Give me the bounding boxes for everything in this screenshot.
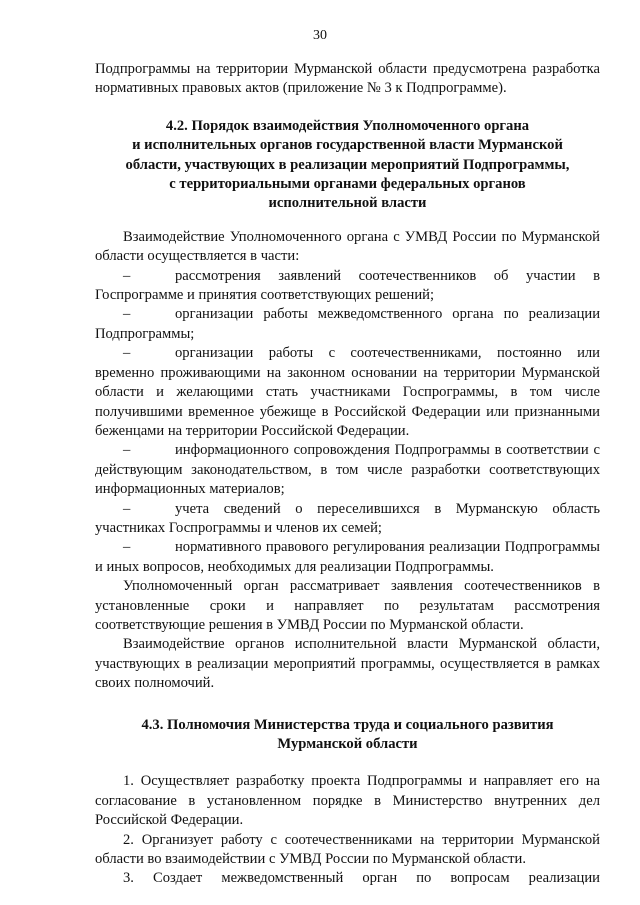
dash-marker: – — [123, 345, 131, 362]
heading-line: и исполнительных органов государственной власти Мурманской — [132, 137, 563, 154]
heading-line: с территориальными органами федеральных органов — [169, 176, 526, 193]
page-number: 30 — [313, 28, 327, 43]
dash-marker: – — [123, 442, 131, 459]
section-4-2-paragraph: Уполномоченный орган рассматривает заявления соотечественников в установленные сроки и направляет по результатам рассмотрения соответствующие решения в УМВД России по Мурманской области. — [95, 578, 600, 633]
list-item — [95, 344, 600, 441]
section-4-3-item: 3. Создает межведомственный орган по вопросам реализации — [123, 870, 600, 887]
section-4-3-heading — [95, 716, 600, 755]
list-item-text: учета сведений о переселившихся в Мурманскую область участниках Госпрограммы и членов их семей; — [95, 500, 600, 536]
heading-line: Мурманской области — [277, 736, 418, 752]
dash-marker: – — [123, 539, 131, 556]
heading-line: исполнительной власти — [268, 195, 427, 212]
list-item — [95, 267, 600, 306]
list-item-text: организации работы межведомственного органа по реализации Подпрограммы; — [95, 306, 600, 342]
section-4-2-paragraph: Взаимодействие органов исполнительной власти Мурманской области, участвующих в реализации мероприятий программы, осуществляется в рамках своих полномочий. — [95, 636, 600, 692]
section-4-2-heading — [95, 117, 600, 214]
intro-paragraph: Подпрограммы на территории Мурманской области предусмотрена разработка нормативных правовых актов (приложение № 3 к Подпрограмме). — [95, 61, 600, 97]
list-item-text: нормативного правового регулирования реализации Подпрограммы и иных вопросов, необходимых для реализации Подпрограммы. — [95, 539, 600, 575]
dash-marker: – — [123, 306, 131, 323]
heading-line: 4.2. Порядок взаимодействия Уполномоченного органа — [165, 117, 530, 134]
section-4-3-item: 1. Осуществляет разработку проекта Подпрограммы и направляет его на согласование в установленном порядке в Министерство внутренних дел Российской Федерации. — [95, 773, 600, 829]
list-item — [95, 305, 600, 344]
list-item — [95, 441, 600, 499]
section-4-2-lead: Взаимодействие Уполномоченного органа с УМВД России по Мурманской области осуществляется в части: — [95, 228, 600, 265]
list-item — [95, 500, 600, 539]
list-item-text: информационного сопровождения Подпрограммы в соответствии с действующим законодательством, в том числе разработки соответствующих информационных материалов; — [95, 442, 600, 498]
list-item — [95, 538, 600, 577]
dash-marker: – — [123, 500, 131, 517]
section-4-3-item: 2. Организует работу с соотечественниками на территории Мурманской области во взаимодействии с УМВД России по Мурманской области. — [95, 831, 600, 868]
heading-line: 4.3. Полномочия Министерства труда и социального развития — [141, 716, 554, 733]
list-item-text: рассмотрения заявлений соотечественников об участии в Госпрограмме и принятия соответствующих решений; — [95, 267, 600, 304]
heading-line: области, участвующих в реализации мероприятий Подпрограммы, — [125, 156, 570, 173]
dash-marker: – — [123, 267, 131, 284]
list-item-text: организации работы с соотечественниками, постоянно или временно проживающими на законном основании на территории Мурманской области и желающими стать участниками Госпрограммы, в том числе получившими временное убежище в Российской Федерации или признанными беженцами на территории Российской Федерации. — [95, 345, 600, 439]
document-body — [95, 60, 600, 889]
